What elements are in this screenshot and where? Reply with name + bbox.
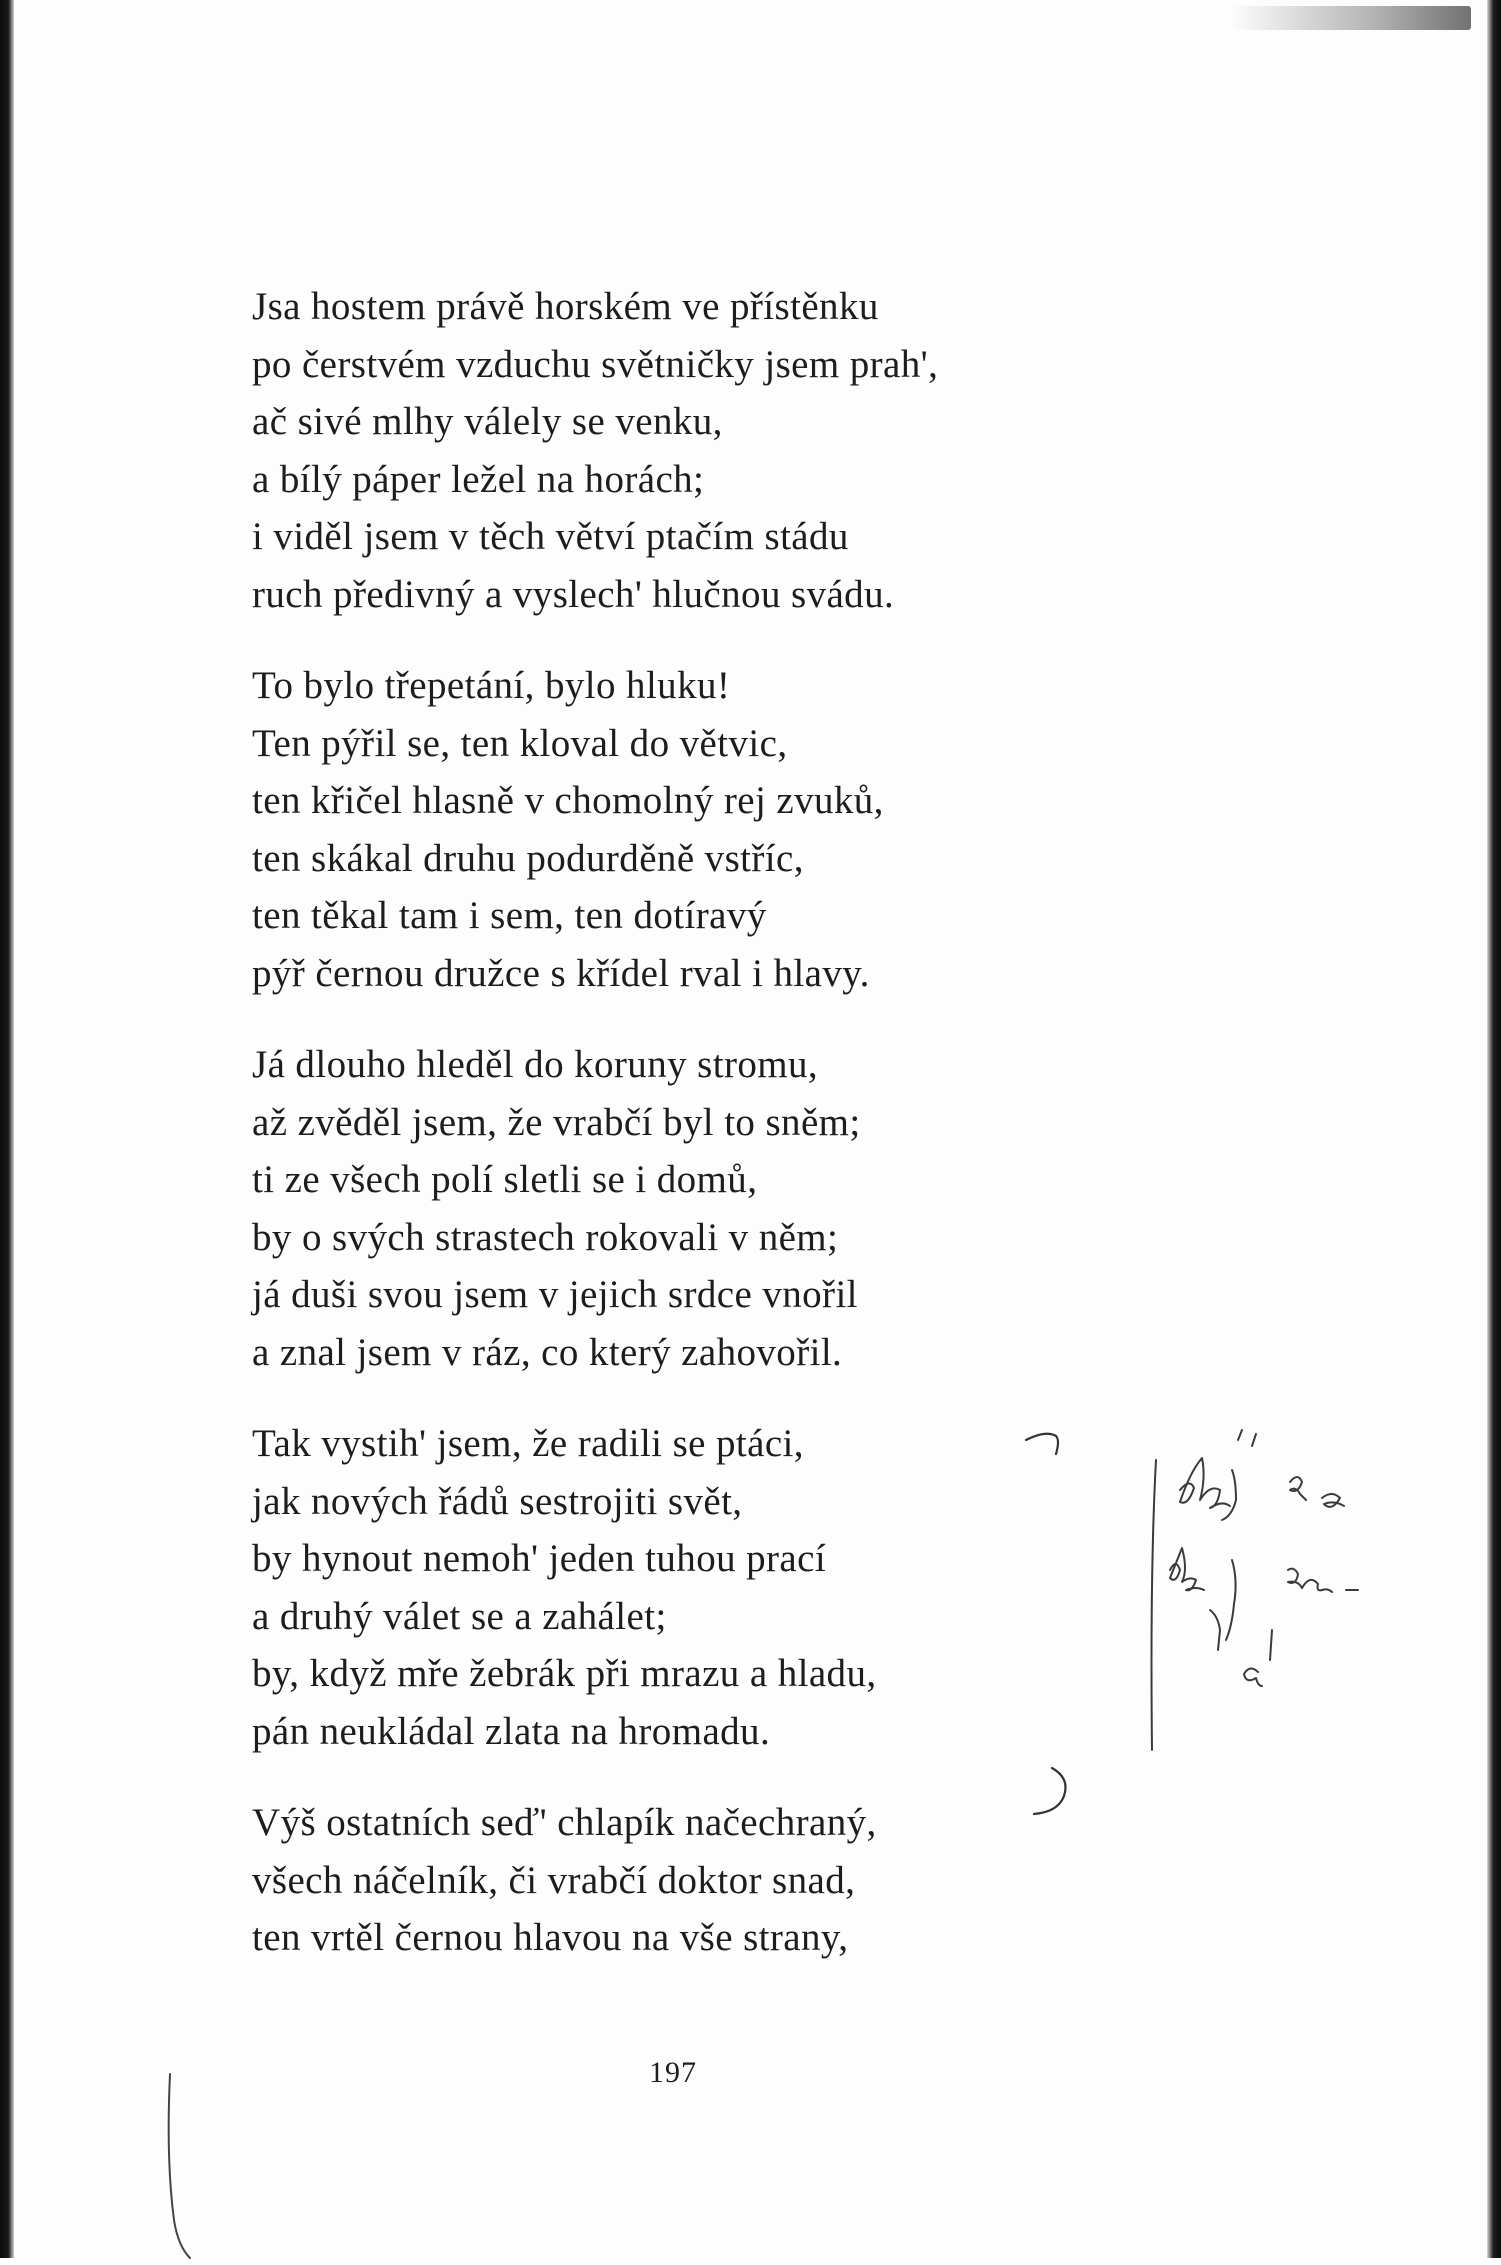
poem-line: po čerstvém vzduchu světničky jsem prah', (252, 342, 939, 386)
poem-line: pýř černou družce s křídel rval i hlavy. (252, 951, 870, 995)
poem-line: by hynout nemoh' jeden tuhou prací (252, 1537, 827, 1580)
poem-text (252, 278, 1152, 1967)
poem-line: ti ze všech polí sletli se i domů, (252, 1158, 758, 1201)
poem-line: ruch předivný a vyslech' hlučnou svádu. (252, 572, 895, 616)
poem-line: Tak vystih' jsem, že radili se ptáci, (252, 1422, 804, 1465)
poem-line: To bylo třepetání, bylo hluku! (252, 664, 731, 707)
poem-line: jak nových řádů sestrojiti svět, (252, 1479, 743, 1523)
poem-line: všech náčelník, či vrabčí doktor snad, (252, 1858, 856, 1902)
poem-line: Jsa hostem právě horském ve přístěnku (252, 285, 879, 328)
poem-line: Já dlouho hleděl do koruny stromu, (252, 1043, 819, 1086)
pencil-bracket-mark (1030, 1760, 1090, 1830)
page-number: 197 (649, 2056, 697, 2089)
edge-stroke-icon (160, 2070, 200, 2260)
poem-line: ten křičel hlasně v chomolný rej zvuků, (252, 779, 884, 822)
bracket-top-icon (1020, 1430, 1080, 1480)
page-right-edge-shadow (1487, 0, 1501, 2258)
poem-line: Ten pýřil se, ten kloval do větvic, (252, 721, 788, 765)
stanza-1 (252, 278, 1152, 623)
handwriting-scribble-icon (1140, 1420, 1440, 1760)
page-left-edge-shadow (0, 0, 14, 2258)
poem-line: a druhý válet se a zahálet; (252, 1594, 667, 1638)
poem-line: já duši svou jsem v jejich srdce vnořil (252, 1273, 858, 1316)
poem-line: ač sivé mlhy válely se venku, (252, 400, 723, 443)
poem-line: ten skákal druhu podurděně vstříc, (252, 836, 804, 880)
scan-edge-mark (160, 2070, 200, 2260)
poem-line: by o svých strastech rokovali v něm; (252, 1215, 839, 1259)
poem-line: až zvěděl jsem, že vrabčí byl to sněm; (252, 1100, 861, 1144)
stanza-2 (252, 657, 1152, 1002)
poem-line: ten vrtěl černou hlavou na vše strany, (252, 1916, 849, 1959)
handwritten-margin-note (1140, 1420, 1440, 1760)
bracket-bottom-icon (1030, 1760, 1090, 1830)
poem-line: a bílý páper ležel na horách; (252, 457, 705, 501)
poem-line: a znal jsem v ráz, co který zahovořil. (252, 1330, 843, 1374)
poem-line: i viděl jsem v těch větví ptačím stádu (252, 515, 849, 558)
stanza-5 (252, 1794, 1152, 1967)
stanza-3 (252, 1036, 1152, 1381)
poem-line: ten těkal tam i sem, ten dotíravý (252, 894, 767, 937)
poem-line: pán neukládal zlata na hromadu. (252, 1709, 771, 1753)
stanza-4 (252, 1415, 1152, 1760)
poem-line: Výš ostatních seď' chlapík načechraný, (252, 1801, 877, 1844)
scan-smudge (1231, 6, 1471, 30)
pencil-bracket-mark (1020, 1430, 1080, 1480)
poem-line: by, když mře žebrák při mrazu a hladu, (252, 1652, 877, 1695)
